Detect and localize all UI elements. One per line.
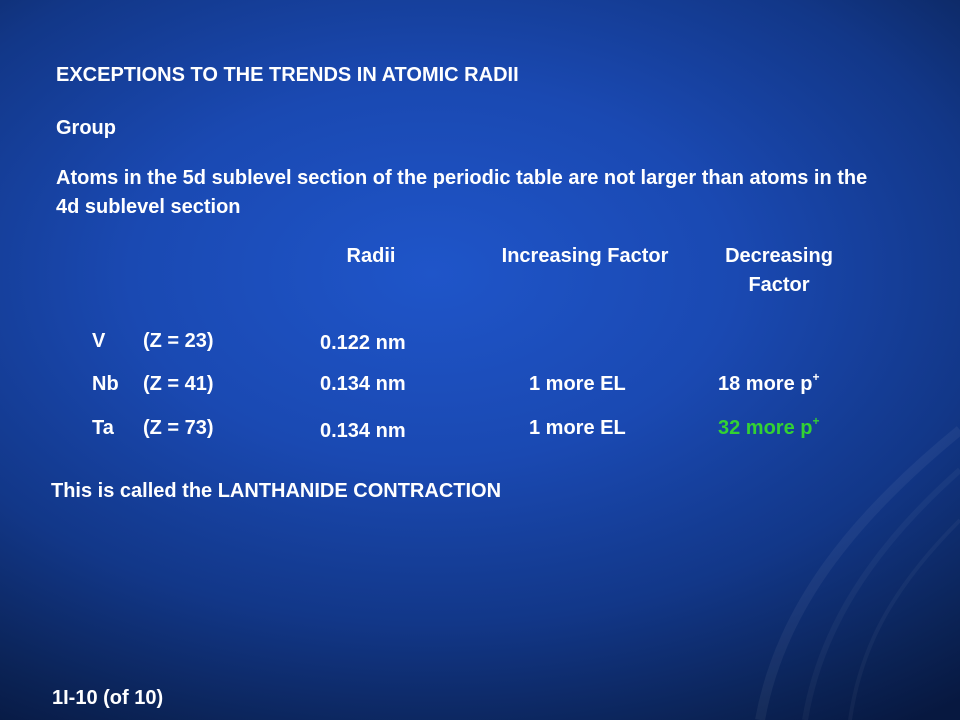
slide-description: Atoms in the 5d sublevel section of the periodic table are not larger than atoms in the 4d sublevel section	[56, 167, 868, 218]
row-decreasing-value: 32 more p	[718, 417, 813, 439]
slide-title: EXCEPTIONS TO THE TRENDS IN ATOMIC RADII	[56, 64, 519, 86]
slide-footer: 1I-10 (of 10)	[52, 687, 164, 709]
row-element: V	[92, 330, 106, 352]
row-increasing-factor: 1 more EL	[529, 373, 626, 395]
row-atomic-number: (Z = 23)	[143, 330, 214, 352]
row-atomic-number: (Z = 41)	[143, 373, 214, 395]
superscript-plus: +	[812, 414, 820, 428]
row-element: Ta	[92, 417, 114, 439]
column-header-increasing: Increasing Factor	[501, 245, 669, 267]
row-radius: 0.122 nm	[320, 332, 406, 354]
row-decreasing-factor	[718, 414, 820, 440]
row-radius: 0.134 nm	[320, 373, 406, 395]
slide-subtitle: Group	[56, 117, 116, 139]
superscript-plus: +	[812, 370, 820, 384]
row-increasing-factor: 1 more EL	[529, 417, 626, 439]
column-header-radii: Radii	[346, 245, 396, 267]
row-element: Nb	[92, 373, 119, 395]
row-radius: 0.134 nm	[320, 420, 406, 442]
slide-caption: This is called the LANTHANIDE CONTRACTION	[51, 480, 502, 502]
column-header-decreasing: Decreasing Factor	[725, 245, 833, 296]
row-decreasing-value: 18 more p	[718, 373, 813, 395]
row-atomic-number: (Z = 73)	[143, 417, 214, 439]
row-decreasing-factor	[718, 370, 820, 396]
